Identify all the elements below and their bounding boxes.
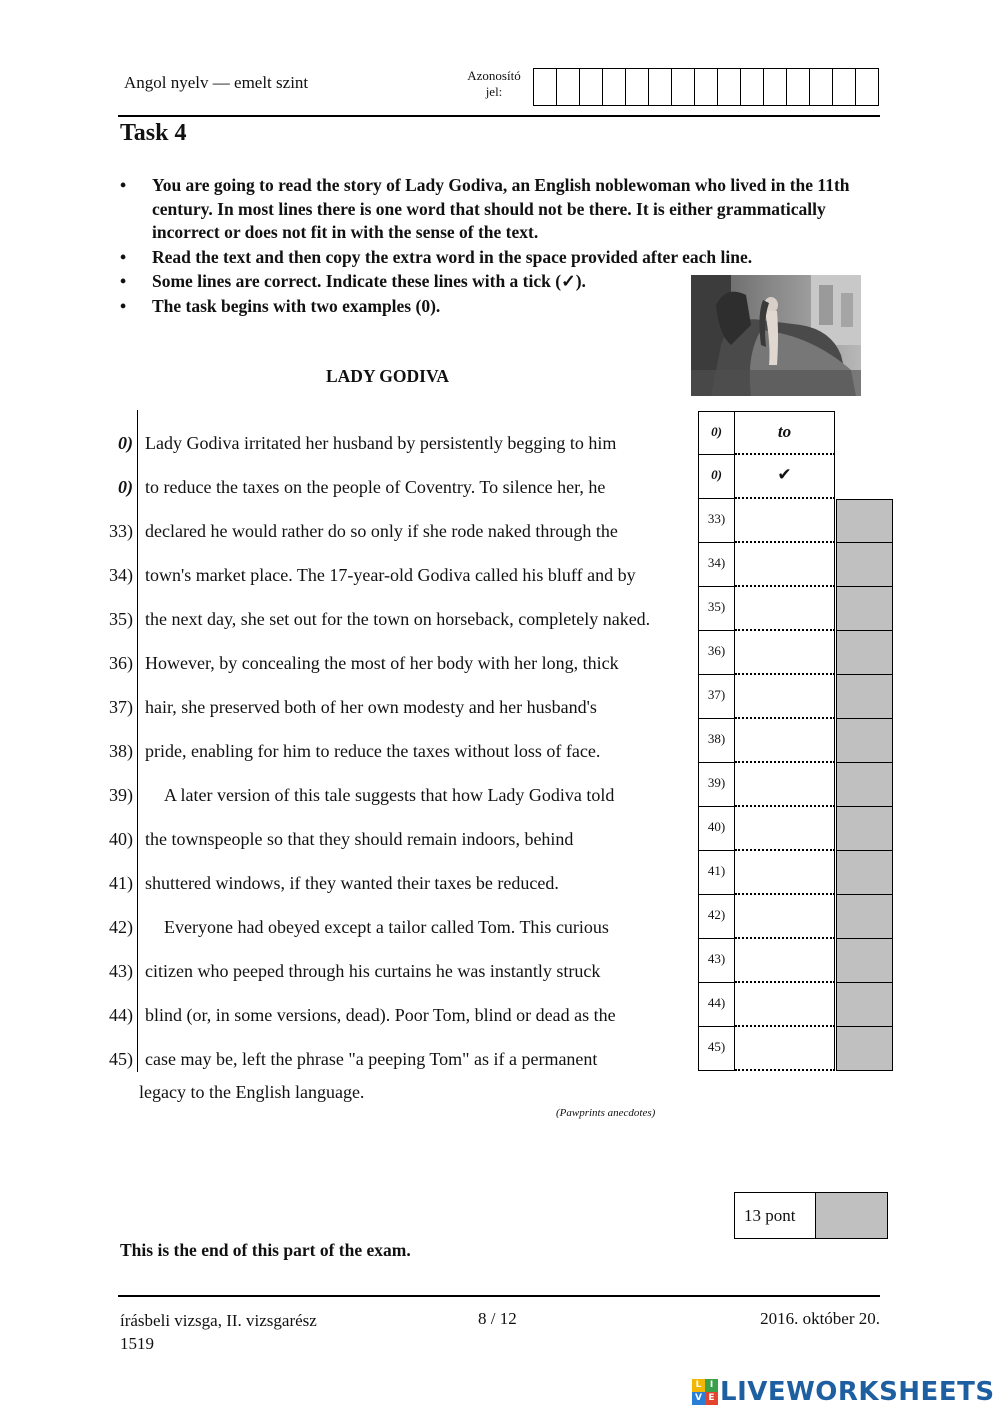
answer-field[interactable]: [735, 543, 835, 587]
answer-number: 35): [698, 587, 735, 631]
id-code-box[interactable]: [856, 68, 879, 106]
line-text: case may be, left the phrase "a peeping Tom" as if a permanent: [145, 1049, 598, 1069]
answer-number: 41): [698, 851, 735, 895]
answer-row: [698, 851, 894, 895]
story-last-line: legacy to the English language.: [139, 1082, 365, 1102]
answer-field[interactable]: [735, 763, 835, 807]
answer-number: 40): [698, 807, 735, 851]
score-cell: [836, 851, 893, 895]
id-code-box[interactable]: [787, 68, 810, 106]
liveworksheets-wordmark: LIVEWORKSHEETS: [720, 1377, 995, 1407]
line-text: shuttered windows, if they wanted their taxes be reduced.: [145, 873, 559, 893]
id-label-line1: Azonosító: [467, 68, 521, 83]
answer-number: 37): [698, 675, 735, 719]
line-text: the townspeople so that they should remain indoors, behind: [145, 829, 574, 849]
id-code-box[interactable]: [603, 68, 626, 106]
id-code-box[interactable]: [764, 68, 787, 106]
score-cell: [836, 807, 893, 851]
answer-row: [698, 587, 894, 631]
answer-field[interactable]: [735, 983, 835, 1027]
footer-left: [120, 1309, 317, 1355]
score-cell: [836, 895, 893, 939]
id-code-box[interactable]: [580, 68, 603, 106]
footer-exam-code: 1519: [120, 1334, 154, 1353]
id-code-box[interactable]: [833, 68, 856, 106]
line-number: 34): [109, 565, 133, 585]
line-text: pride, enabling for him to reduce the taxes without loss of face.: [145, 741, 601, 761]
score-cell: [836, 587, 893, 631]
score-cell: [836, 983, 893, 1027]
score-cell: [836, 719, 893, 763]
answer-number: 38): [698, 719, 735, 763]
answer-row: [698, 983, 894, 1027]
exam-subject: Angol nyelv — emelt szint: [124, 73, 309, 92]
exam-date: 2016. október 20.: [760, 1309, 880, 1328]
score-cell: [836, 543, 893, 587]
id-code-box[interactable]: [695, 68, 718, 106]
answer-field[interactable]: [735, 587, 835, 631]
answer-row: [698, 807, 894, 851]
line-number: 39): [109, 785, 133, 805]
answer-row: [698, 1027, 894, 1071]
line-text: blind (or, in some versions, dead). Poor Tom, blind or dead as the: [145, 1005, 616, 1025]
liveworksheets-logo-icon: L I V E: [692, 1379, 718, 1405]
line-number: 33): [109, 521, 133, 541]
line-text: declared he would rather do so only if she rode naked through the: [145, 521, 618, 541]
id-code-box[interactable]: [534, 68, 557, 106]
line-number: 41): [109, 873, 133, 893]
answer-row: [698, 719, 894, 763]
answer-number: 36): [698, 631, 735, 675]
line-number: 38): [109, 741, 133, 761]
story-source: (Pawprints anecdotes): [556, 1107, 656, 1119]
instruction-item: • You are going to read the story of Lady Godiva, an English noblewoman who lived in the 11th century. In most lines there is one word that should not be there. It is either grammatically incorrect or does not fit in with the sense of the text.: [120, 174, 890, 245]
answer-number: 0): [698, 455, 735, 499]
line-number: 42): [109, 917, 133, 937]
line-number: 37): [109, 697, 133, 717]
answer-field[interactable]: [735, 675, 835, 719]
id-code-boxes[interactable]: [533, 68, 879, 106]
answer-field[interactable]: [735, 895, 835, 939]
example-answer: ✔: [735, 455, 835, 499]
id-code-box[interactable]: [810, 68, 833, 106]
line-number: 40): [109, 829, 133, 849]
line-text: town's market place. The 17-year-old Godiva called his bluff and by: [145, 565, 636, 585]
id-code-box[interactable]: [626, 68, 649, 106]
line-text: Everyone had obeyed except a tailor called Tom. This curious: [164, 917, 609, 937]
answer-field[interactable]: [735, 939, 835, 983]
id-label: [455, 68, 533, 100]
instruction-item: • The task begins with two examples (0).: [120, 295, 692, 319]
line-number: 45): [109, 1049, 133, 1069]
answer-row: [698, 895, 894, 939]
task-title: Task 4: [120, 120, 187, 146]
line-text: However, by concealing the most of her body with her long, thick: [145, 653, 619, 673]
id-code-box[interactable]: [672, 68, 695, 106]
score-label: 13 pont: [735, 1193, 816, 1238]
line-text: the next day, she set out for the town on horseback, completely naked.: [145, 609, 651, 629]
answer-row: [698, 411, 894, 455]
answer-number: 42): [698, 895, 735, 939]
answer-field[interactable]: [735, 719, 835, 763]
answer-row: [698, 631, 894, 675]
liveworksheets-logo[interactable]: [692, 1377, 995, 1407]
line-text: hair, she preserved both of her own modesty and her husband's: [145, 697, 597, 717]
id-label-line2: jel:: [485, 84, 503, 99]
footer-divider: [118, 1295, 880, 1297]
answer-field[interactable]: [735, 631, 835, 675]
answer-row: [698, 499, 894, 543]
line-number: 0): [118, 433, 133, 453]
answer-field[interactable]: [735, 851, 835, 895]
answer-field[interactable]: [735, 807, 835, 851]
score-cell: [836, 1027, 893, 1071]
answer-number: 44): [698, 983, 735, 1027]
score-cell: [836, 763, 893, 807]
painting-svg: [691, 275, 861, 396]
answer-row: [698, 763, 894, 807]
score-cell: [836, 675, 893, 719]
instruction-item: • Read the text and then copy the extra word in the space provided after each line.: [120, 246, 890, 270]
text-margin-line: [137, 410, 138, 1072]
line-text: A later version of this tale suggests that how Lady Godiva told: [164, 785, 615, 805]
score-cell: [836, 499, 893, 543]
answer-field[interactable]: [735, 1027, 835, 1071]
line-number: 35): [109, 609, 133, 629]
line-number: 43): [109, 961, 133, 981]
footer-exam-part: írásbeli vizsga, II. vizsgarész: [120, 1311, 317, 1330]
id-code-box[interactable]: [649, 68, 672, 106]
answer-number: 0): [698, 411, 735, 455]
line-text: Lady Godiva irritated her husband by persistently begging to him: [145, 433, 617, 453]
answer-number: 34): [698, 543, 735, 587]
score-cell: [836, 631, 893, 675]
instruction-item: • Some lines are correct. Indicate these lines with a tick (✓).: [120, 270, 692, 294]
line-number: 0): [118, 477, 133, 497]
answer-field[interactable]: [735, 499, 835, 543]
id-code-box[interactable]: [741, 68, 764, 106]
line-text: citizen who peeped through his curtains he was instantly struck: [145, 961, 601, 981]
answer-number: 39): [698, 763, 735, 807]
page-number: 8 / 12: [478, 1309, 517, 1328]
id-code-box[interactable]: [557, 68, 580, 106]
line-number: 36): [109, 653, 133, 673]
header-divider: [118, 115, 880, 117]
answer-number: 43): [698, 939, 735, 983]
line-text: to reduce the taxes on the people of Coventry. To silence her, he: [145, 477, 606, 497]
answer-table: [698, 411, 894, 1074]
story-title: LADY GODIVA: [326, 366, 450, 386]
line-number: 44): [109, 1005, 133, 1025]
answer-row: [698, 675, 894, 719]
lady-godiva-painting: [691, 275, 861, 396]
score-field[interactable]: [816, 1193, 887, 1238]
answer-number: 45): [698, 1027, 735, 1071]
answer-row: [698, 543, 894, 587]
id-code-box[interactable]: [718, 68, 741, 106]
answer-row: [698, 939, 894, 983]
answer-number: 33): [698, 499, 735, 543]
example-answer: to: [735, 411, 835, 455]
answer-row: [698, 455, 894, 499]
score-cell: [836, 939, 893, 983]
score-box: [734, 1192, 888, 1239]
end-note: This is the end of this part of the exam.: [120, 1240, 411, 1260]
